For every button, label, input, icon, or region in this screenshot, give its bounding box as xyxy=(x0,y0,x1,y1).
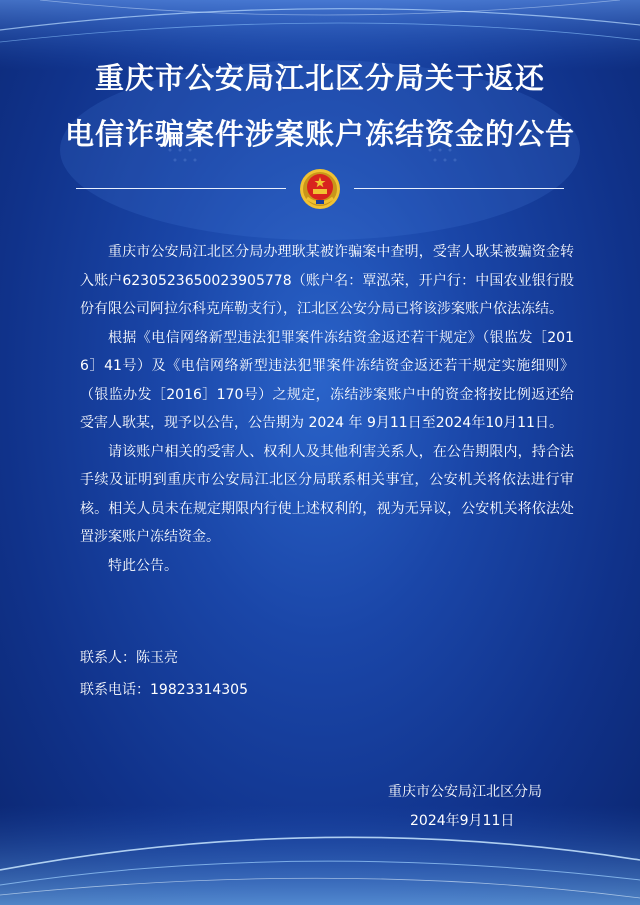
paragraph-1: 重庆市公安局江北区分局办理耿某被诈骗案中查明，受害人耿某被骗资金转入账户6230523650023905778（账户名：覃泓荣，开户行：中国农业银行股份有限公司阿拉尔科克库勒支行），江北区公安分局已将该涉案账户依法冻结。 xyxy=(80,244,574,317)
police-emblem-icon xyxy=(299,168,341,210)
paragraph-3: 请该账户相关的受害人、权利人及其他利害关系人，在公告期限内，持合法手续及证明到重庆市公安局江北区分局联系相关事宜，公安机关将依法进行审核。相关人员未在规定期限内行使上述权利的，视为无异议，公安机关将依法处置涉案账户冻结资金。 xyxy=(80,443,574,545)
page-title-line-1: 重庆市公安局江北区分局关于返还 xyxy=(94,61,545,95)
contact-person: 联系人：陈玉亮 xyxy=(80,650,178,666)
paragraph-2: 根据《电信网络新型违法犯罪案件冻结资金返还若干规定》（银监发［2016］41号）及《电信网络新型违法犯罪案件冻结资金返还若干规定实施细则》（银监办发［2016］170号）之规定，冻结涉案账户中的资金将按比例返还给受害人耿某，现予以公告，公告期为 2024 年 9月11日至2024年10月11日。 xyxy=(80,329,574,431)
notice-body xyxy=(80,238,574,580)
divider-left xyxy=(76,188,286,189)
signature-org: 重庆市公安局江北区分局 xyxy=(388,784,542,800)
signature-date: 2024年9月11日 xyxy=(410,813,515,829)
contact-phone: 联系电话：19823314305 xyxy=(80,682,248,698)
page-title-line-2: 电信诈骗案件涉案账户冻结资金的公告 xyxy=(64,117,575,151)
paragraph-closing: 特此公告。 xyxy=(108,557,178,574)
divider-right xyxy=(354,188,564,189)
